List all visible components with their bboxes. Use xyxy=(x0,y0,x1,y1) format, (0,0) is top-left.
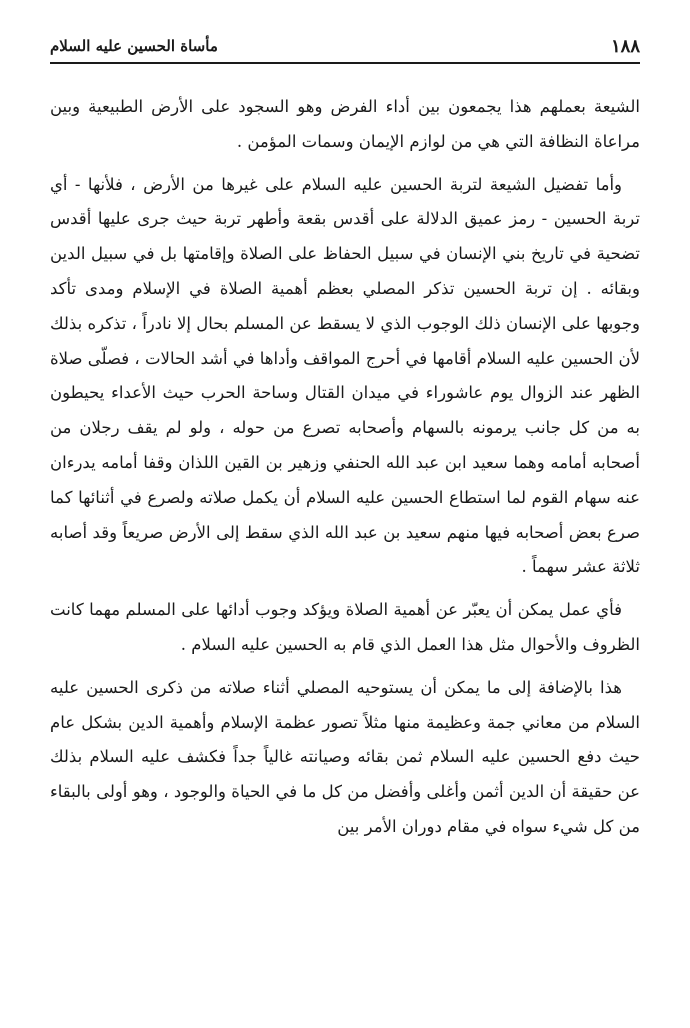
page-number: ١٨٨ xyxy=(610,35,640,57)
running-title: مأساة الحسين عليه السلام xyxy=(50,37,218,55)
paragraph: هذا بالإضافة إلى ما يمكن أن يستوحيه المصلي أثناء صلاته من ذكرى الحسين عليه السلام من معاني جمة وعظيمة منها مثلاً تصور عظمة الإسلام وأهمية الدين بشكل عام حيث دفع الحسين عليه السلام ثمن بقائه وصيانته غالياً جداً فكشف عليه السلام بذلك عن حقيقة أن الدين أثمن وأغلى وأفضل من كل ما في الحياة والوجود ، وهو أولى بالبقاء من كل شيء سواه في مقام دوران الأمر بين xyxy=(50,677,640,836)
paragraph: فأي عمل يمكن أن يعبّر عن أهمية الصلاة ويؤكد وجوب أدائها على المسلم مهما كانت الظروف والأحوال مثل هذا العمل الذي قام به الحسين عليه السلام . xyxy=(50,600,640,654)
page-body xyxy=(50,90,640,853)
paragraph: وأما تفضيل الشيعة لتربة الحسين عليه السلام على غيرها من الأرض ، فلأنها - أي تربة الحسين - رمز عميق الدلالة على أقدس بقعة وأطهر تربة حيث جرى عليها أقدس تضحية في تاريخ بني الإنسان في سبيل الحفاظ على الصلاة وإقامتها بل في سبيل الدين وبقائه . إن تربة الحسين تذكر المصلي بعظم أهمية الصلاة في الإسلام ومدى تأكد وجوبها على الإنسان ذلك الوجوب الذي لا يسقط عن المسلم بحال إلا نادراً ، تذكره بذلك لأن الحسين عليه السلام أقامها في أحرج المواقف وأداها في أشد الحالات ، فصلّى صلاة الظهر عند الزوال يوم عاشوراء في ميدان القتال وساحة الحرب حيث الأعداء يحيطون به من كل جانب يرمونه بالسهام وأصحابه تصرع من حوله ، ولو لم يقف رجلان من أصحابه أمامه وهما سعيد ابن عبد الله الحنفي وزهير بن القين اللذان وقفا أمامه يدرءان عنه سهام القوم لما استطاع الحسين عليه السلام أن يكمل صلاته ولصرع في أثنائها كما صرع بعض أصحابه فيها منهم سعيد بن عبد الله الذي سقط إلى الأرض صريعاً وقد أصابه ثلاثة عشر سهماً . xyxy=(50,174,640,577)
paragraph: الشيعة بعملهم هذا يجمعون بين أداء الفرض وهو السجود على الأرض الطبيعية وبين مراعاة النظافة التي هي من لوازم الإيمان وسمات المؤمن . xyxy=(50,97,640,151)
page-header xyxy=(50,30,640,64)
